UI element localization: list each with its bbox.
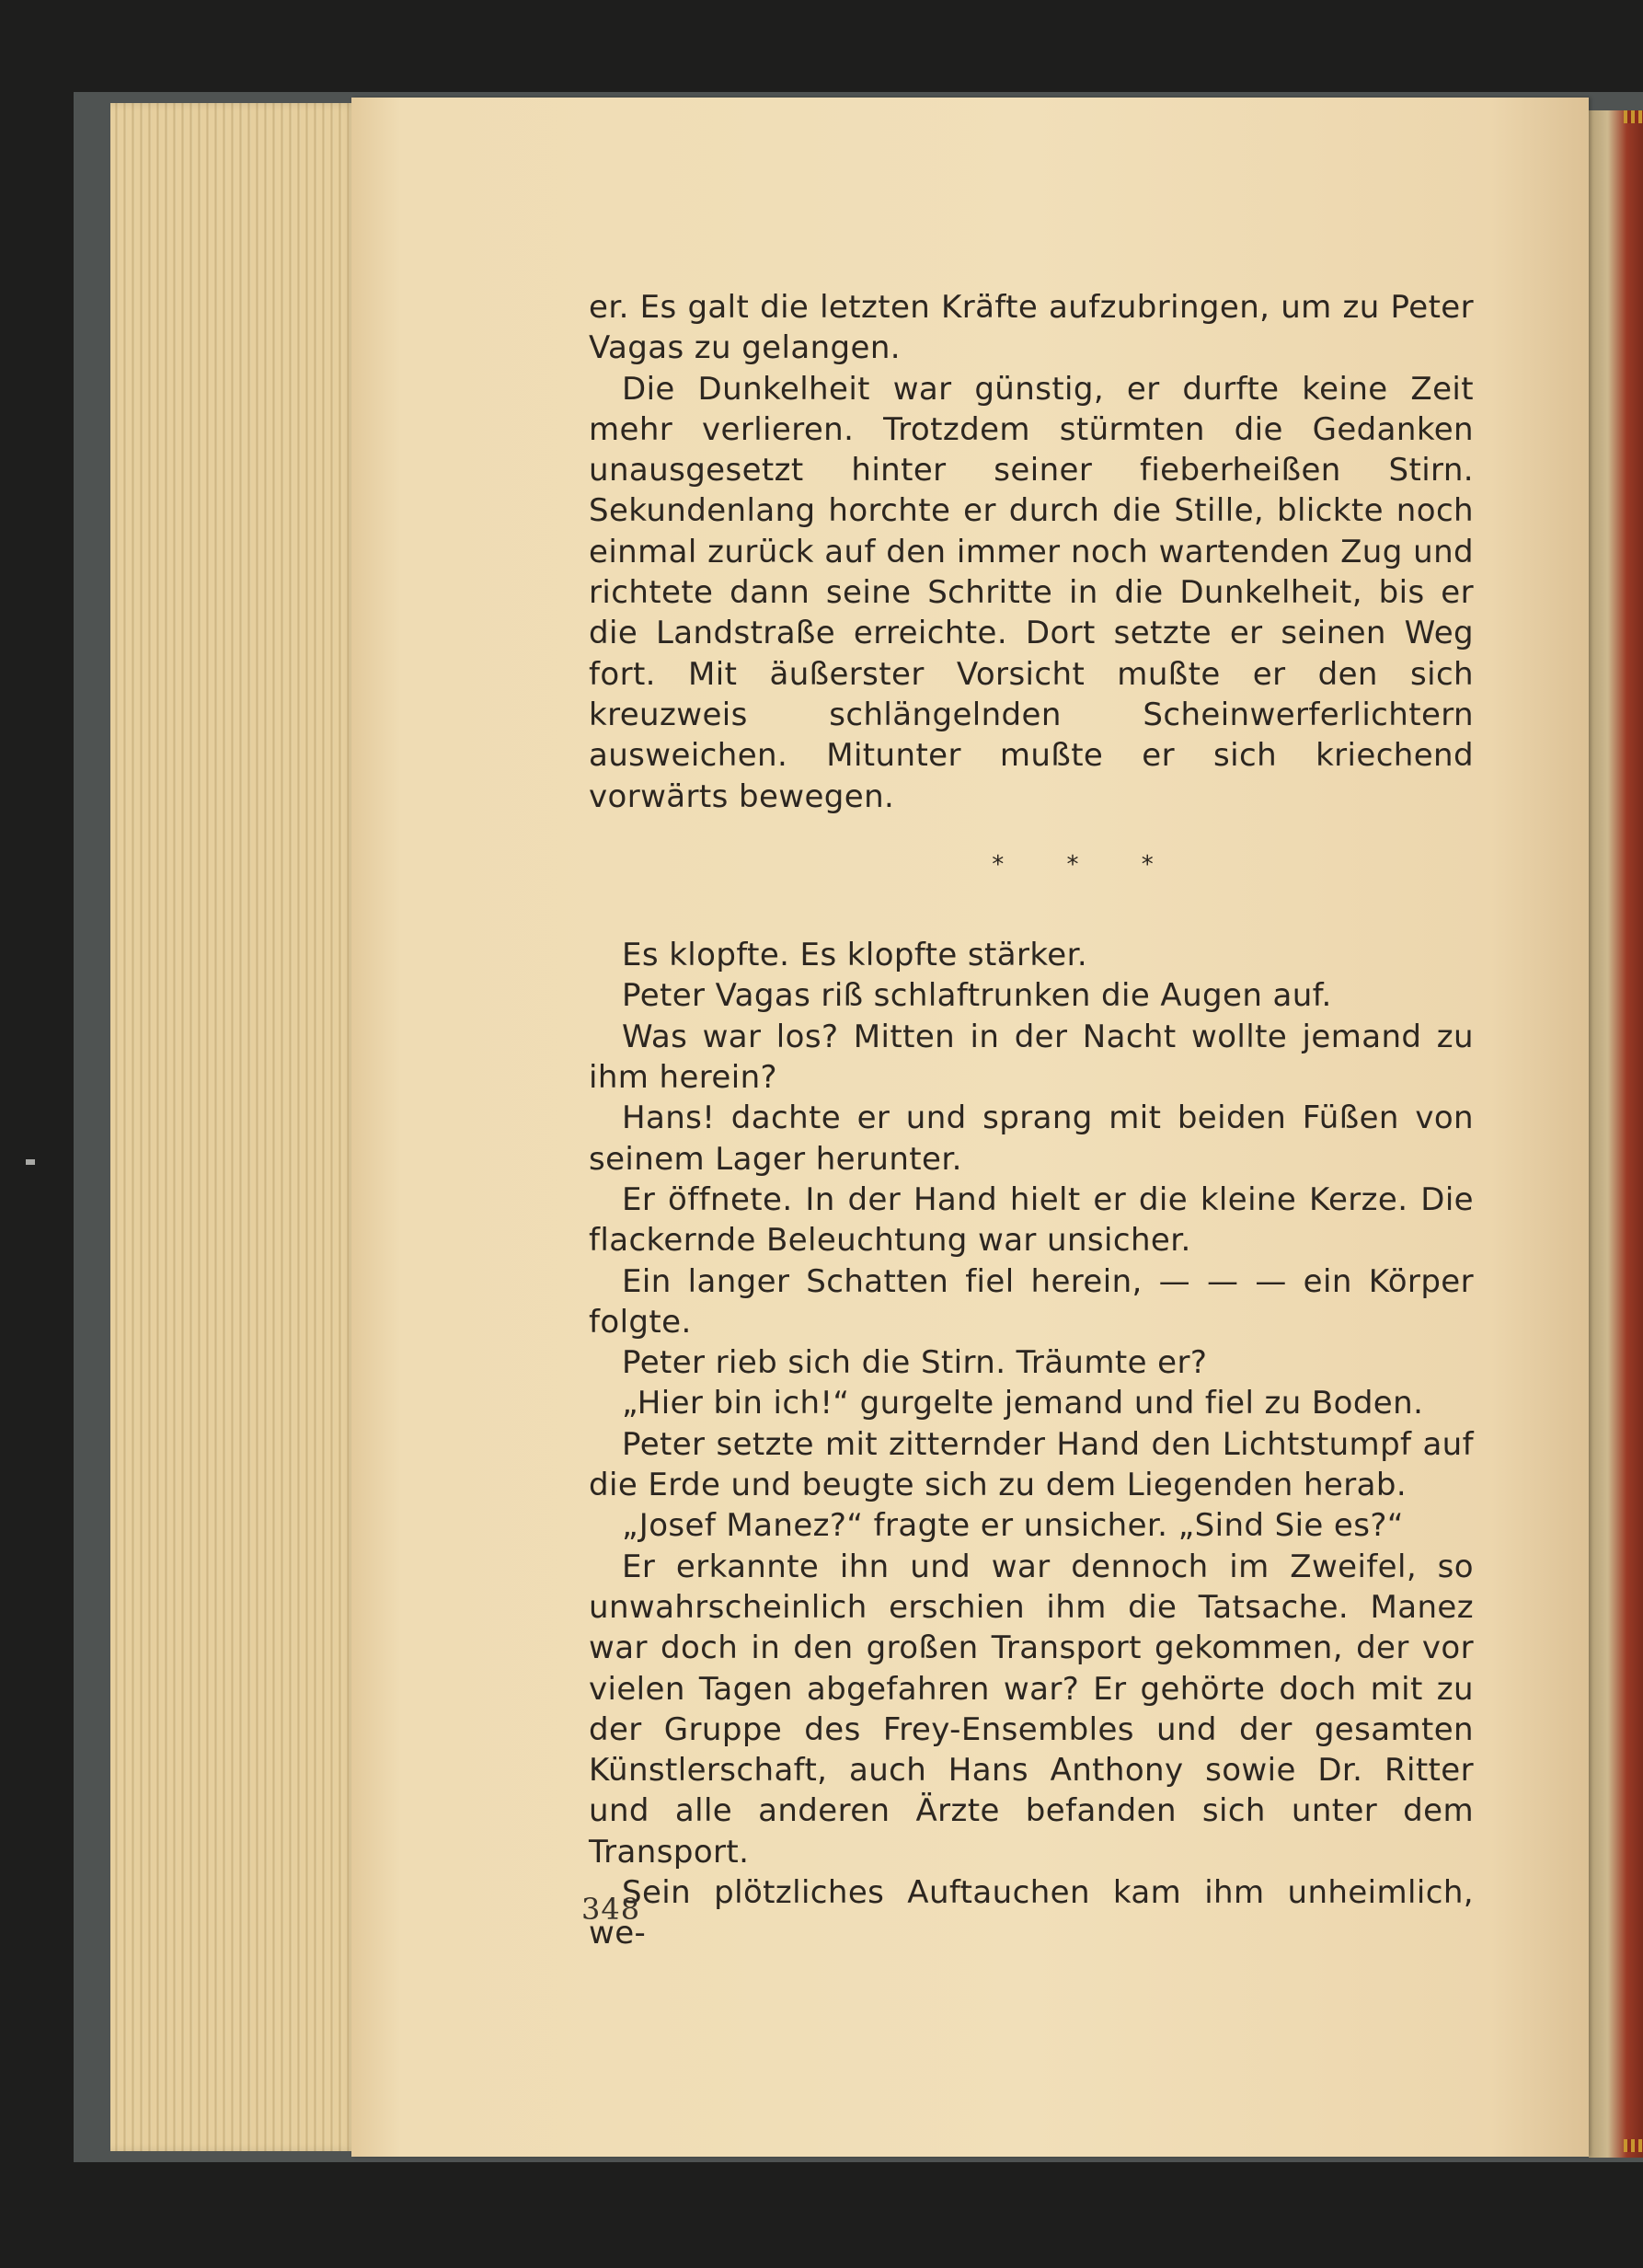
tailband xyxy=(1624,2139,1643,2152)
paragraph: Peter Vagas riß schlaftrunken die Augen auf. xyxy=(622,977,1332,1015)
stacked-page-edges xyxy=(110,103,359,2151)
paragraph: Sein plötzliches Auftauchen kam ihm unheimlich, we- xyxy=(589,1873,1474,1952)
paragraph: Ein langer Schatten fiel herein, — — — ein Körper folgte. xyxy=(589,1262,1474,1341)
paragraph: Was war los? Mitten in der Nacht wollte jemand zu ihm herein? xyxy=(589,1018,1474,1097)
paragraph: Die Dunkelheit war günstig, er durfte keine Zeit mehr verlieren. Trotzdem stürmten die Gedanken unausgesetzt hinter seiner fieberheißen Stirn. Sekundenlang horchte er durch die Stille, blickte noch einmal zurück auf den immer noch wartenden Zug und richtete dann seine Schritte in die Dunkelheit, bis er die Landstraße erreichte. Dort setzte er seinen Weg fort. Mit äußerster Vorsicht mußte er den sich kreuzweis schlängelnden Scheinwerferlichtern ausweichen. Mitunter mußte er sich kriechend vorwärts bewegen. xyxy=(589,370,1474,815)
paragraph: Peter setzte mit zitternder Hand den Lichtstumpf auf die Erde und beugte sich zu dem Liegenden herab. xyxy=(589,1425,1474,1504)
cover-mark xyxy=(26,1159,35,1165)
paragraph: Er erkannte ihn und war dennoch im Zweifel, so unwahrscheinlich erschien ihm die Tatsache. Manez war doch in den großen Transport gekommen, der vor vielen Tagen abgefahren war? Er gehörte doch mit zu der Gruppe des Frey-Ensembles und der gesamten Künstlerschaft, auch Hans Anthony sowie Dr. Ritter und alle anderen Ärzte befanden sich unter dem Transport. xyxy=(589,1548,1474,1871)
section-break: * * * xyxy=(992,850,1181,879)
paragraph: Peter rieb sich die Stirn. Träumte er? xyxy=(622,1344,1208,1382)
page-text xyxy=(589,287,1474,1954)
paragraph: „Hier bin ich!“ gurgelte jemand und fiel zu Boden. xyxy=(622,1385,1424,1422)
paragraph: Es klopfte. Es klopfte stärker. xyxy=(622,937,1088,974)
headband xyxy=(1624,110,1643,123)
page-number: 348 xyxy=(581,1892,641,1927)
paragraph: Hans! dachte er und sprang mit beiden Füßen von seinem Lager herunter. xyxy=(589,1099,1474,1178)
paragraph: „Josef Manez?“ fragte er unsicher. „Sind Sie es?“ xyxy=(622,1507,1404,1545)
paragraph: Er öffnete. In der Hand hielt er die kleine Kerze. Die flackernde Beleuchtung war unsicher. xyxy=(589,1180,1474,1260)
facing-page-edge xyxy=(1589,110,1643,2158)
paragraph: er. Es galt die letzten Kräfte aufzubringen, um zu Peter Vagas zu gelangen. xyxy=(589,289,1474,367)
